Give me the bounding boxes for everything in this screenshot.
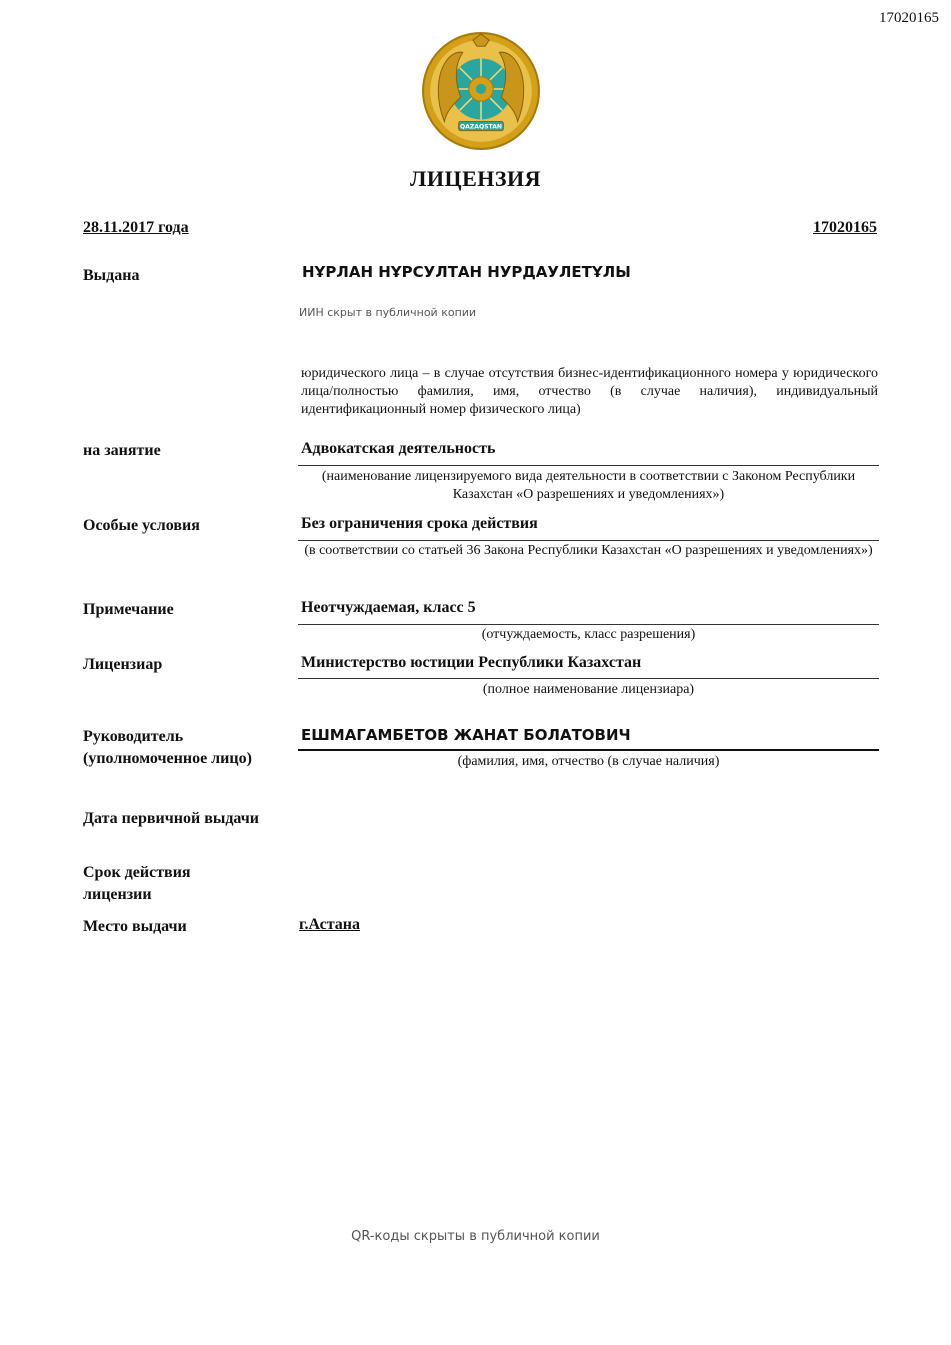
remark-value: Неотчуждаемая, класс 5 <box>301 599 476 616</box>
remark-rule <box>298 624 879 625</box>
license-number: 17020165 <box>813 219 877 236</box>
licensor-note: (полное наименование лицензиара) <box>482 682 695 697</box>
place-value: г.Астана <box>299 916 360 933</box>
director-rule <box>298 749 879 751</box>
activity-rule <box>298 465 879 466</box>
issue-date: 28.11.2017 года <box>83 219 189 236</box>
director-label-line1: Руководитель <box>83 728 184 745</box>
conditions-label: Особые условия <box>83 517 200 534</box>
director-label <box>83 726 252 770</box>
validity-label-line1: Срок действия <box>83 864 191 881</box>
holder-description: юридического лица – в случае отсутствия бизнес-идентификационного номера у юридического лица/полностью фамилия, имя, отчество (в случае наличия), индивидуальный идентификационный номер физического лица) <box>301 366 878 417</box>
director-name: ЕШМАГАМБЕТОВ ЖАНАТ БОЛАТОВИЧ <box>301 726 631 744</box>
licensor-value: Министерство юстиции Республики Казахстан <box>301 654 642 671</box>
activity-label: на занятие <box>83 442 161 459</box>
issued-to-label: Выдана <box>83 267 140 284</box>
kazakhstan-emblem-icon <box>420 30 542 152</box>
activity-value: Адвокатская деятельность <box>301 440 496 457</box>
activity-note: (наименование лицензируемого вида деятельности в соответствии с Законом Республики Казахстан «О разрешениях и уведомлениях») <box>321 469 856 502</box>
document-title: ЛИЦЕНЗИЯ <box>409 166 541 191</box>
licensor-label: Лицензиар <box>83 656 163 673</box>
qr-hidden-note: QR-коды скрыты в публичной копии <box>351 1229 600 1244</box>
conditions-value: Без ограничения срока действия <box>301 515 538 532</box>
emblem-text: QAZAQSTAN <box>459 123 503 131</box>
holder-name: НҰРЛАН НҰРСУЛТАН НУРДАУЛЕТҰЛЫ <box>302 263 631 281</box>
conditions-rule <box>298 540 879 541</box>
director-label-line2: (уполномоченное лицо) <box>83 750 252 767</box>
first-issue-label: Дата первичной выдачи <box>83 810 260 827</box>
conditions-note: (в соответствии со статьей 36 Закона Республики Казахстан «О разрешениях и уведомлениях») <box>304 543 873 558</box>
place-label: Место выдачи <box>83 918 187 935</box>
iin-hidden-note: ИИН скрыт в публичной копии <box>299 306 477 319</box>
validity-label <box>83 862 191 906</box>
licensor-rule <box>298 678 879 679</box>
validity-label-line2: лицензии <box>83 886 152 903</box>
document-number-top: 17020165 <box>879 10 939 26</box>
remark-label: Примечание <box>83 601 174 618</box>
remark-note: (отчуждаемость, класс разрешения) <box>481 627 696 642</box>
director-note: (фамилия, имя, отчество (в случае наличия) <box>457 754 720 769</box>
